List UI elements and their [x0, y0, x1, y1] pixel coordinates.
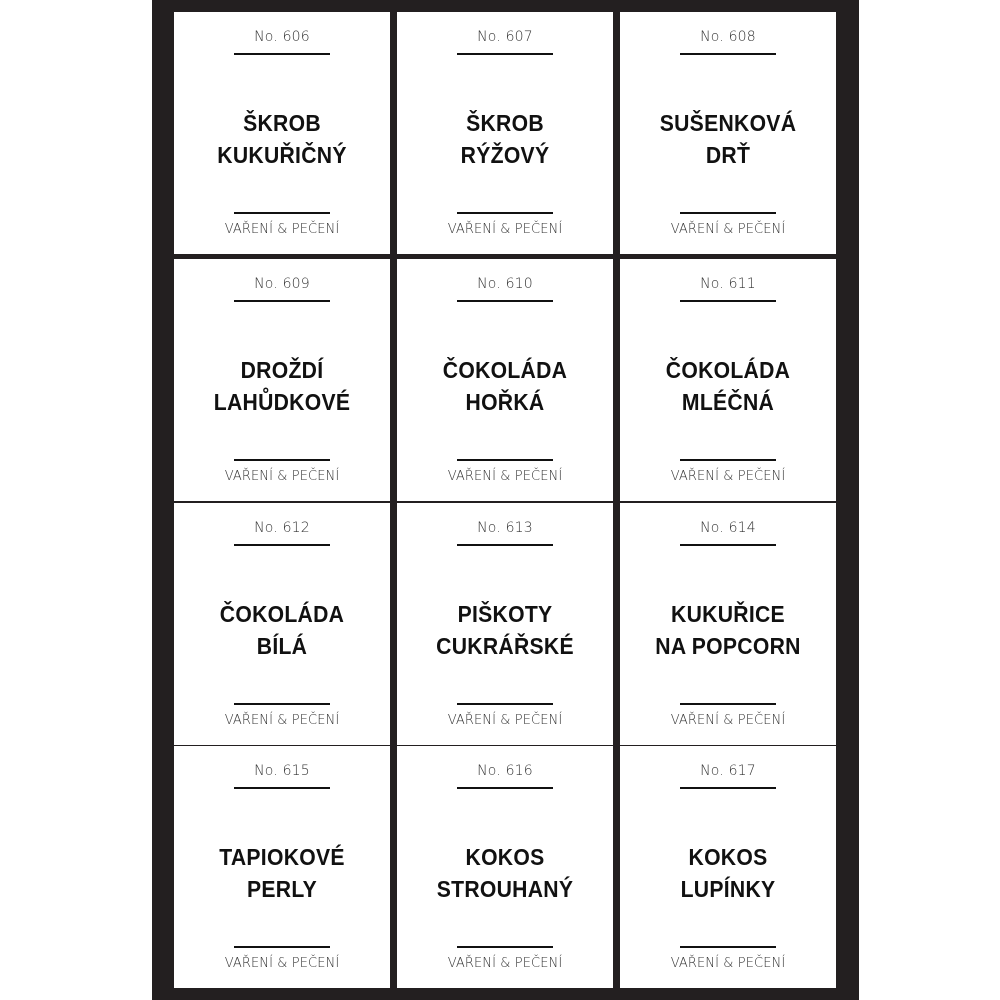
label-name-line2: RÝŽOVÝ: [460, 142, 550, 168]
label-name-line1: ČOKOLÁDA: [442, 357, 568, 383]
bottom-divider: [457, 946, 553, 948]
bottom-divider: [457, 212, 553, 214]
bottom-divider: [234, 703, 330, 705]
label-number: No. 614: [700, 520, 756, 536]
label-number: No. 609: [254, 276, 310, 292]
label-card: [620, 503, 836, 745]
bottom-divider: [234, 946, 330, 948]
label-name: [632, 354, 823, 418]
bottom-divider: [680, 212, 776, 214]
label-category: VAŘENÍ & PEČENÍ: [447, 956, 563, 971]
label-category: VAŘENÍ & PEČENÍ: [670, 713, 786, 728]
top-divider: [457, 53, 553, 55]
label-number: No. 607: [477, 29, 533, 45]
label-card: [397, 503, 613, 745]
label-name-line1: ČOKOLÁDA: [219, 601, 345, 627]
label-card: [397, 12, 613, 254]
label-category: VAŘENÍ & PEČENÍ: [224, 222, 340, 237]
label-number: No. 613: [477, 520, 533, 536]
label-category: VAŘENÍ & PEČENÍ: [670, 222, 786, 237]
label-number: No. 611: [700, 276, 756, 292]
label-card: [397, 259, 613, 501]
label-number: No. 616: [477, 763, 533, 779]
label-name-line1: PIŠKOTY: [457, 601, 553, 627]
label-number: No. 615: [254, 763, 310, 779]
label-card: [397, 746, 613, 988]
label-name-line2: NA POPCORN: [655, 633, 801, 659]
label-name-line1: KOKOS: [465, 844, 545, 870]
label-category: VAŘENÍ & PEČENÍ: [447, 469, 563, 484]
label-category: VAŘENÍ & PEČENÍ: [447, 713, 563, 728]
top-divider: [234, 300, 330, 302]
label-name: [409, 598, 600, 662]
label-category: VAŘENÍ & PEČENÍ: [670, 956, 786, 971]
label-name-line1: ŠKROB: [243, 110, 321, 136]
label-name-line1: SUŠENKOVÁ: [659, 110, 797, 136]
label-card: [174, 259, 390, 501]
top-divider: [680, 787, 776, 789]
label-card: [174, 746, 390, 988]
bottom-divider: [680, 703, 776, 705]
label-name-line1: TAPIOKOVÉ: [219, 844, 345, 870]
bottom-divider: [457, 459, 553, 461]
label-number: No. 617: [700, 763, 756, 779]
label-name-line2: PERLY: [246, 876, 317, 902]
top-divider: [680, 544, 776, 546]
label-number: No. 610: [477, 276, 533, 292]
label-category: VAŘENÍ & PEČENÍ: [224, 956, 340, 971]
label-name-line1: DROŽDÍ: [240, 357, 324, 383]
top-divider: [234, 544, 330, 546]
label-name-line2: KUKUŘIČNÝ: [217, 142, 347, 168]
label-number: No. 606: [254, 29, 310, 45]
label-card: [174, 12, 390, 254]
label-card: [620, 12, 836, 254]
label-name: [632, 841, 823, 905]
label-name: [409, 354, 600, 418]
label-card: [620, 259, 836, 501]
label-category: VAŘENÍ & PEČENÍ: [447, 222, 563, 237]
label-name: [632, 107, 823, 171]
top-divider: [457, 787, 553, 789]
label-name-line1: ČOKOLÁDA: [665, 357, 791, 383]
label-category: VAŘENÍ & PEČENÍ: [224, 469, 340, 484]
top-divider: [680, 53, 776, 55]
label-name-line2: DRŤ: [705, 142, 751, 168]
top-divider: [680, 300, 776, 302]
label-name: [409, 841, 600, 905]
label-name-line1: KOKOS: [688, 844, 768, 870]
label-name: [186, 841, 377, 905]
label-name: [186, 598, 377, 662]
bottom-divider: [234, 212, 330, 214]
bottom-divider: [234, 459, 330, 461]
label-number: No. 612: [254, 520, 310, 536]
label-name-line1: KUKUŘICE: [671, 601, 785, 627]
label-name-line2: LUPÍNKY: [680, 876, 776, 902]
label-name-line2: STROUHANÝ: [436, 876, 574, 902]
label-name-line2: MLÉČNÁ: [681, 389, 775, 415]
label-sheet: [152, 0, 859, 1000]
label-category: VAŘENÍ & PEČENÍ: [670, 469, 786, 484]
label-name: [632, 598, 823, 662]
top-divider: [457, 544, 553, 546]
label-card: [620, 746, 836, 988]
label-name: [409, 107, 600, 171]
label-name: [186, 107, 377, 171]
label-name: [186, 354, 377, 418]
top-divider: [234, 53, 330, 55]
label-name-line2: CUKRÁŘSKÉ: [436, 633, 574, 659]
label-category: VAŘENÍ & PEČENÍ: [224, 713, 340, 728]
top-divider: [457, 300, 553, 302]
label-name-line2: LAHŮDKOVÉ: [213, 389, 351, 415]
bottom-divider: [457, 703, 553, 705]
label-card: [174, 503, 390, 745]
bottom-divider: [680, 459, 776, 461]
label-number: No. 608: [700, 29, 756, 45]
top-divider: [234, 787, 330, 789]
label-name-line1: ŠKROB: [466, 110, 544, 136]
label-name-line2: HOŘKÁ: [465, 389, 545, 415]
label-name-line2: BÍLÁ: [256, 633, 308, 659]
bottom-divider: [680, 946, 776, 948]
